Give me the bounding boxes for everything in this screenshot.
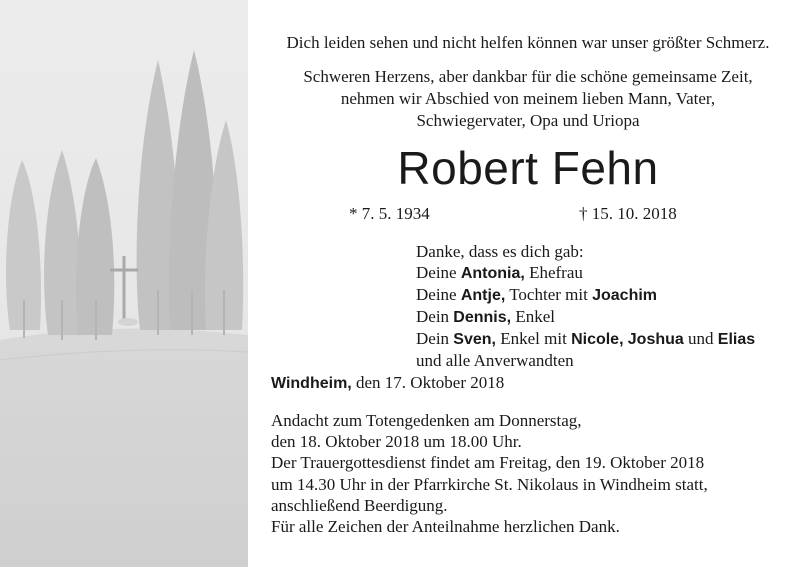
mourner-name: Antonia,: [460, 265, 525, 282]
service-line: Der Trauergottesdienst findet am Freitag, den 19. Oktober 2018: [271, 453, 705, 473]
birth-date: * 7. 5. 1934: [349, 204, 430, 223]
intro-line: Schwiegervater, Opa und Uriopa: [416, 111, 640, 130]
mourner-name: Elias: [717, 331, 756, 348]
relation-text: Ehefrau: [524, 263, 583, 282]
service-line: den 18. Oktober 2018 um 18.00 Uhr.: [271, 432, 522, 452]
motto-text: Dich leiden sehen und nicht helfen können war unser größter Schmerz.: [286, 33, 770, 52]
relation-text: Enkel mit: [495, 329, 572, 348]
mourner-line: [416, 306, 800, 328]
mourner-line: [416, 284, 800, 306]
mourner-line: [416, 262, 800, 284]
mourner-line: [416, 328, 800, 350]
relation-text: Dein: [416, 307, 454, 326]
relation-text: Deine: [416, 285, 461, 304]
relation-text: Enkel: [511, 307, 555, 326]
place-date: [271, 372, 504, 395]
deceased-name: Robert Fehn: [397, 142, 659, 194]
mourner-name: Joshua: [627, 331, 684, 348]
notice-text-area: [256, 0, 800, 567]
mourner-name: Sven,: [453, 331, 496, 348]
relation-text: und: [683, 329, 718, 348]
mourner-line: und alle Anverwandten: [416, 351, 574, 370]
thanks-intro: Danke, dass es dich gab:: [416, 242, 584, 261]
relation-text: Dein: [416, 329, 454, 348]
intro-text: [256, 66, 800, 132]
photo-divider: [248, 0, 256, 567]
intro-line: nehmen wir Abschied von meinem lieben Mann, Vater,: [340, 89, 716, 108]
mourner-name: Nicole,: [571, 331, 624, 348]
mourner-name: Antje,: [460, 287, 506, 304]
trees-with-cross-image: [0, 0, 248, 567]
service-details: [271, 410, 796, 537]
service-line: um 14.30 Uhr in der Pfarrkirche St. Nikolaus in Windheim statt,: [271, 474, 708, 494]
service-line: Andacht zum Totengedenken am Donnerstag,: [271, 411, 582, 430]
intro-line: Schweren Herzens, aber dankbar für die schöne gemeinsame Zeit,: [303, 67, 753, 86]
relation-text: Deine: [416, 263, 461, 282]
service-line: Für alle Zeichen der Anteilnahme herzlichen Dank.: [271, 517, 620, 537]
mourners-list: [416, 241, 800, 371]
place-town: Windheim,: [271, 375, 352, 392]
service-line: anschließend Beerdigung.: [271, 495, 448, 515]
mourner-name: Joachim: [592, 287, 658, 304]
mourner-name: Dennis,: [453, 309, 512, 326]
cypress-trees-photo: [0, 0, 248, 567]
notice-date: den 17. Oktober 2018: [351, 373, 505, 392]
relation-text: Tochter mit: [505, 285, 593, 304]
death-date: † 15. 10. 2018: [579, 204, 677, 223]
